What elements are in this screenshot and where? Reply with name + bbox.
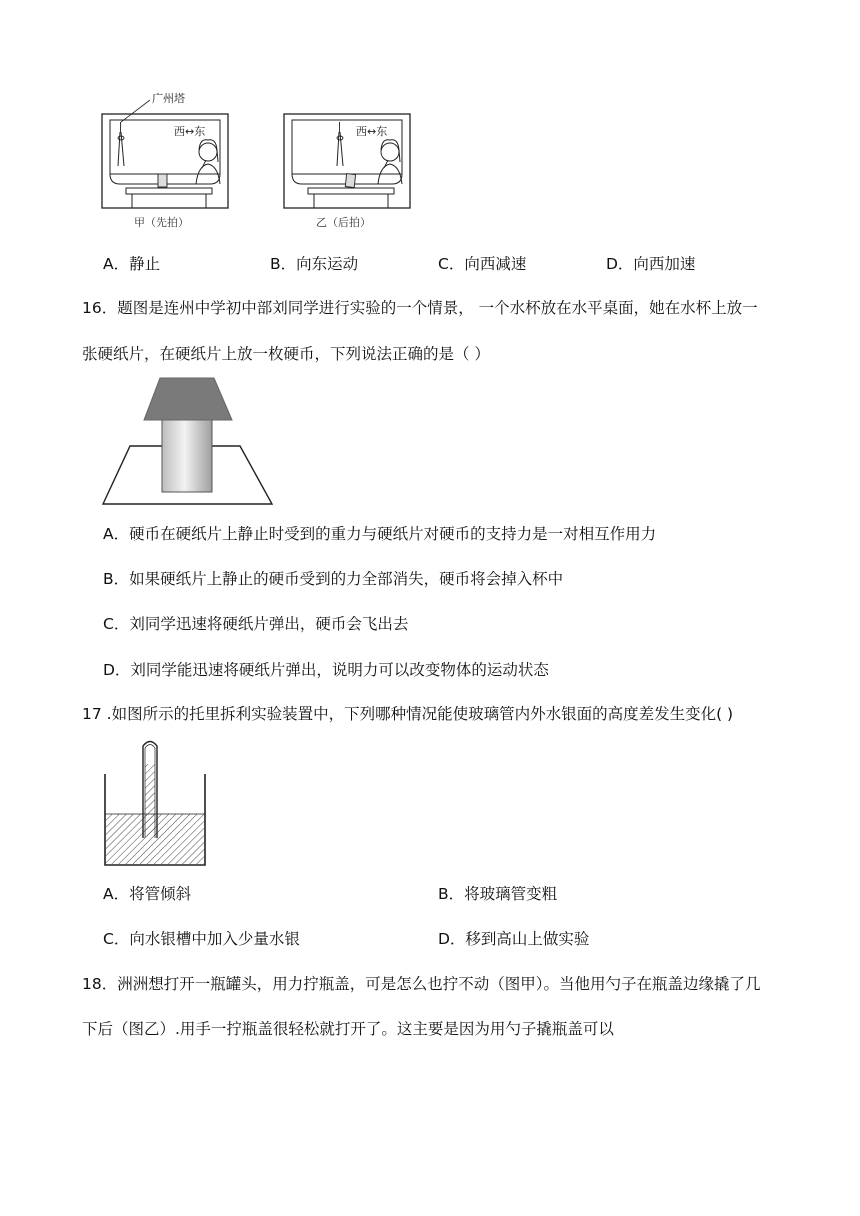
q18-stem-line2: 下后（图乙）.用手一拧瓶盖很轻松就打开了。这主要是因为用勺子撬瓶盖可以: [82, 1020, 614, 1038]
q15-option-c: C．向西减速: [438, 255, 527, 273]
q16-stem-line1: 16．题图是连州中学初中部刘同学进行实验的一个情景， 一个水杯放在水平桌面，她在水杯上放一: [82, 299, 758, 317]
arrow-icon: ↔: [185, 125, 195, 138]
q18-stem-line1: 18．洲洲想打开一瓶罐头，用力拧瓶盖，可是怎么也拧不动（图甲）。当他用勺子在瓶盖边缘撬了几: [82, 975, 761, 993]
photo-yi: [284, 114, 410, 208]
q16-option-c: C．刘同学迅速将硬纸片弹出，硬币会飞出去: [103, 615, 409, 633]
figure-train-photos: [96, 88, 426, 234]
q17-option-d: D．移到高山上做实验: [438, 930, 590, 948]
east-label: 东: [376, 125, 388, 138]
q16-option-b: B．如果硬纸片上静止的硬币受到的力全部消失，硬币将会掉入杯中: [103, 570, 564, 588]
q15-option-d: D．向西加速: [606, 255, 696, 273]
cup-card-svg: [100, 374, 276, 508]
figure-torricelli: [100, 734, 210, 868]
q16-option-d: D．刘同学能迅速将硬纸片弹出，说明力可以改变物体的运动状态: [103, 661, 549, 679]
photo-jia: [102, 100, 228, 208]
torricelli-svg: [100, 734, 210, 868]
q15-option-b: B．向东运动: [270, 255, 359, 273]
q17-option-b: B．将玻璃管变粗: [438, 885, 558, 903]
q17-stem-line1: 17 .如图所示的托里拆利实验装置中，下列哪种情况能使玻璃管内外水银面的高度差发生变化( ): [82, 705, 734, 723]
caption-jia: 甲（先拍）: [134, 216, 189, 229]
west-label: 西: [174, 125, 185, 138]
q16-option-a: A．硬币在硬纸片上静止时受到的重力与硬纸片对硬币的支持力是一对相互作用力: [103, 525, 657, 543]
tower-label: 广州塔: [152, 92, 185, 105]
direction-label-yi: [356, 123, 387, 139]
q15-option-a: A．静止: [103, 255, 161, 273]
arrow-icon: ↔: [367, 125, 377, 138]
east-label: 东: [194, 125, 206, 138]
q17-option-c: C．向水银槽中加入少量水银: [103, 930, 300, 948]
figure-cup-card: [100, 374, 276, 508]
q17-option-a: A．将管倾斜: [103, 885, 192, 903]
train-photos-svg: [96, 88, 426, 234]
direction-label-jia: [174, 123, 205, 139]
q16-stem-line2: 张硬纸片，在硬纸片上放一枚硬币，下列说法正确的是（ ）: [82, 345, 490, 363]
caption-yi: 乙（后拍）: [316, 216, 371, 229]
west-label: 西: [356, 125, 367, 138]
